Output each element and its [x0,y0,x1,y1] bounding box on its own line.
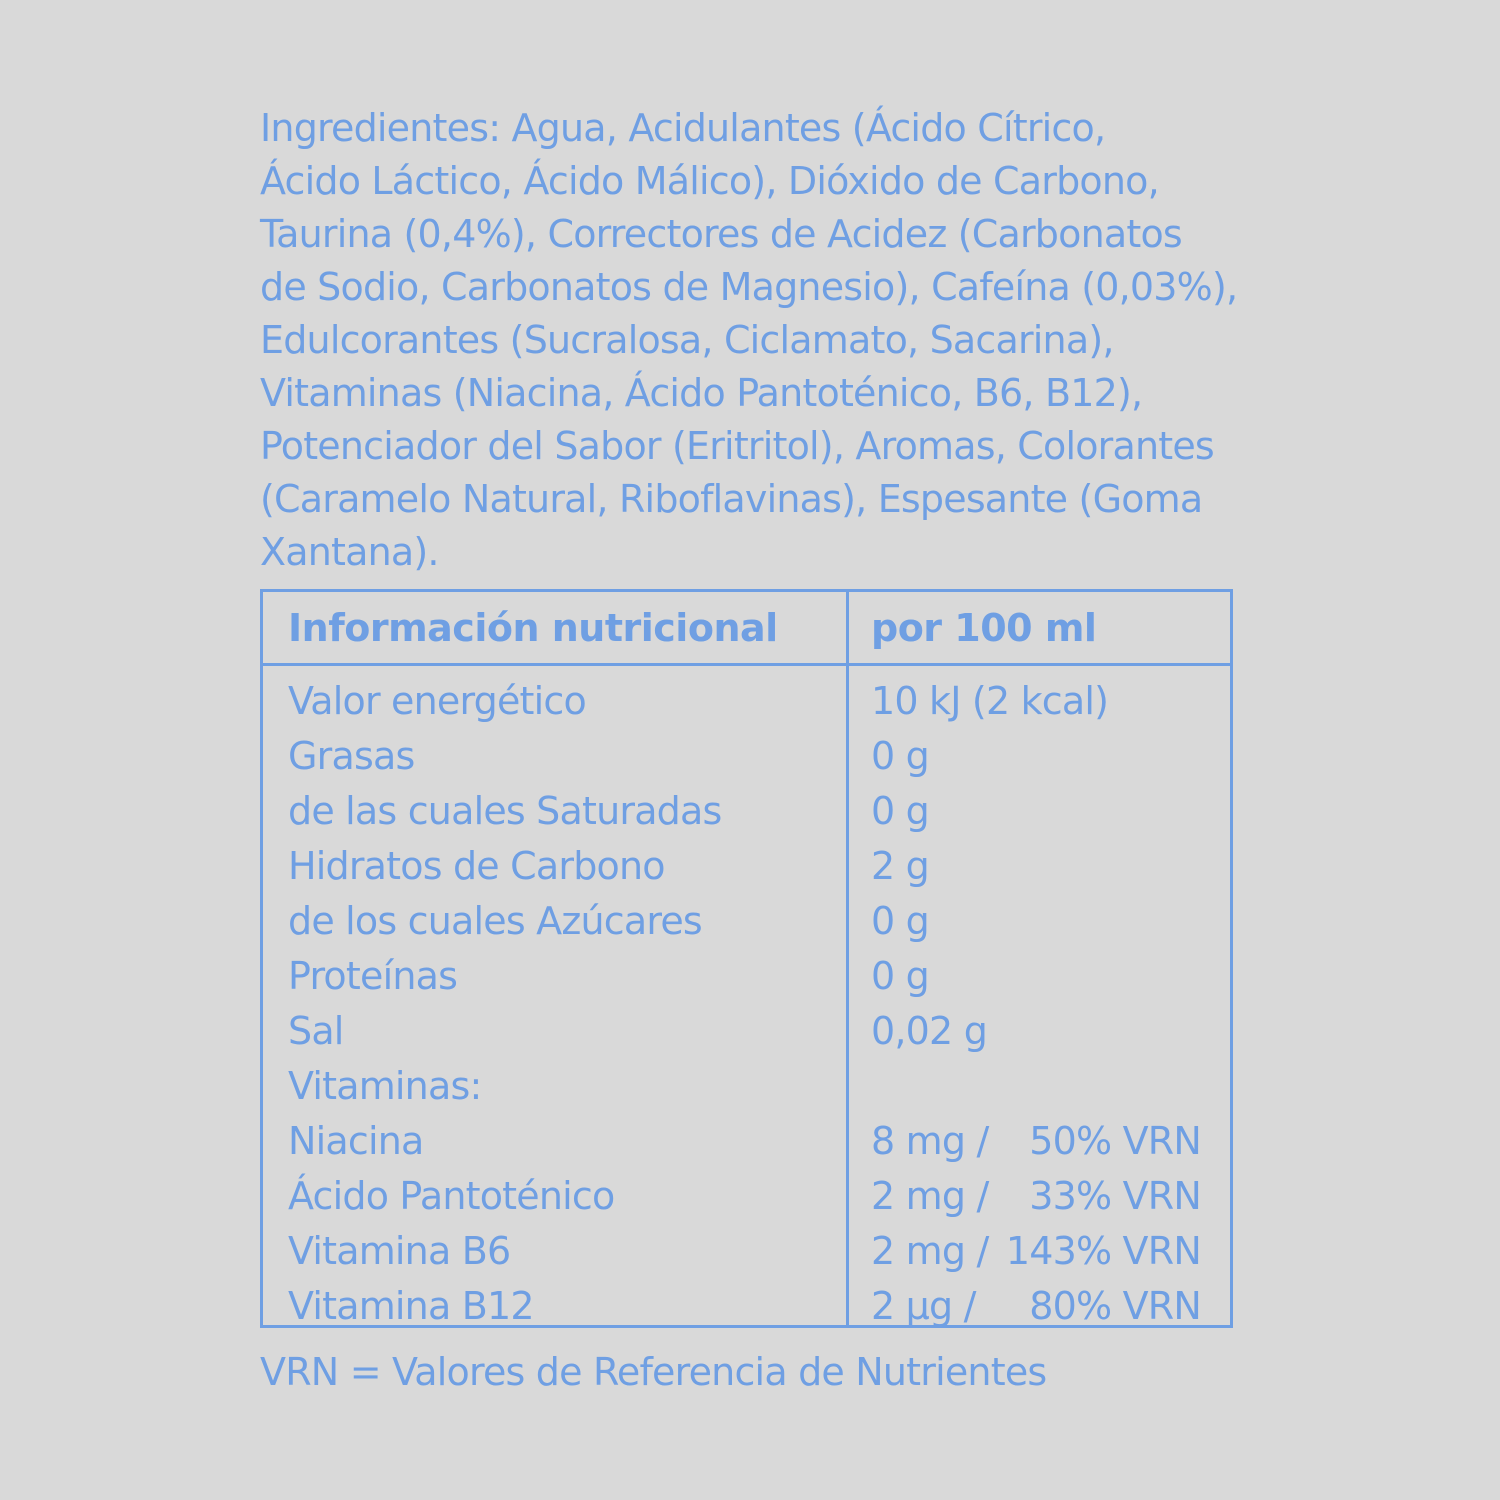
nutrient-value [871,1114,1201,1169]
table-row [263,894,1230,949]
nutrient-amount: 8 mg / [871,1119,989,1163]
ingredients-line: de Sodio, Carbonatos de Magnesio), Cafeína (0,03%), [260,265,1238,309]
nutrient-amount: 2 µg / [871,1284,976,1328]
nutrient-amount: 10 kJ (2 kcal) [871,679,1109,723]
nutrient-amount: 0 g [871,734,929,778]
table-row [263,1114,1230,1169]
nutrient-label: Ácido Pantoténico [288,1174,615,1218]
nutrient-label: Grasas [288,734,415,778]
table-row [263,1004,1230,1059]
ingredients-line: Taurina (0,4%), Correctores de Acidez (Carbonatos [260,212,1182,256]
ingredients-line: Xantana). [260,530,439,574]
nutrient-value [871,1004,1201,1059]
nutrient-value [871,894,1201,949]
table-body [263,674,1230,1334]
ingredients-text [260,102,1250,579]
nutrition-table [260,589,1233,1328]
table-header-nutrition: Información nutricional [288,606,778,650]
nutrient-amount: 2 mg / [871,1174,989,1218]
nutrient-amount: 0 g [871,899,929,943]
nutrient-label: Vitaminas: [288,1064,482,1108]
nutrient-value [871,729,1201,784]
nutrient-vrn: 33% VRN [1029,1174,1201,1218]
table-row [263,1169,1230,1224]
nutrient-amount: 2 g [871,844,929,888]
nutrient-label: Proteínas [288,954,458,998]
ingredients-line: Edulcorantes (Sucralosa, Ciclamato, Sacarina), [260,318,1114,362]
table-row [263,1224,1230,1279]
footnote-vrn: VRN = Valores de Referencia de Nutrientes [260,1350,1047,1394]
nutrient-vrn: 143% VRN [1005,1229,1201,1273]
ingredients-line: (Caramelo Natural, Riboflavinas), Espesante (Goma [260,477,1203,521]
header-divider [263,663,1230,666]
nutrient-value [871,1224,1201,1279]
nutrient-label: Valor energético [288,679,586,723]
nutrient-value [871,1279,1201,1334]
table-row [263,674,1230,729]
table-row [263,729,1230,784]
nutrient-label: Vitamina B6 [288,1229,511,1273]
table-row [263,949,1230,1004]
ingredients-line: Potenciador del Sabor (Eritritol), Aromas, Colorantes [260,424,1214,468]
nutrient-label: Niacina [288,1119,424,1163]
nutrient-value [871,674,1201,729]
table-header-per-100ml: por 100 ml [871,606,1097,650]
nutrient-amount: 0,02 g [871,1009,988,1053]
table-row [263,839,1230,894]
nutrient-label: Hidratos de Carbono [288,844,665,888]
nutrient-amount: 2 mg / [871,1229,989,1273]
nutrient-amount: 0 g [871,954,929,998]
ingredients-line: Ingredientes: Agua, Acidulantes (Ácido Cítrico, [260,106,1106,150]
nutrient-value [871,949,1201,1004]
nutrient-label: de los cuales Azúcares [288,899,702,943]
nutrient-amount: 0 g [871,789,929,833]
table-row [263,1279,1230,1334]
nutrient-value [871,1169,1201,1224]
nutrient-vrn: 50% VRN [1029,1119,1201,1163]
table-row [263,1059,1230,1114]
table-row [263,784,1230,839]
nutrient-label: Sal [288,1009,344,1053]
nutrient-value [871,839,1201,894]
nutrient-label: de las cuales Saturadas [288,789,722,833]
nutrient-vrn: 80% VRN [1029,1284,1201,1328]
nutrient-value [871,784,1201,839]
ingredients-line: Vitaminas (Niacina, Ácido Pantoténico, B6, B12), [260,371,1143,415]
nutrient-label: Vitamina B12 [288,1284,534,1328]
ingredients-line: Ácido Láctico, Ácido Málico), Dióxido de Carbono, [260,159,1159,203]
